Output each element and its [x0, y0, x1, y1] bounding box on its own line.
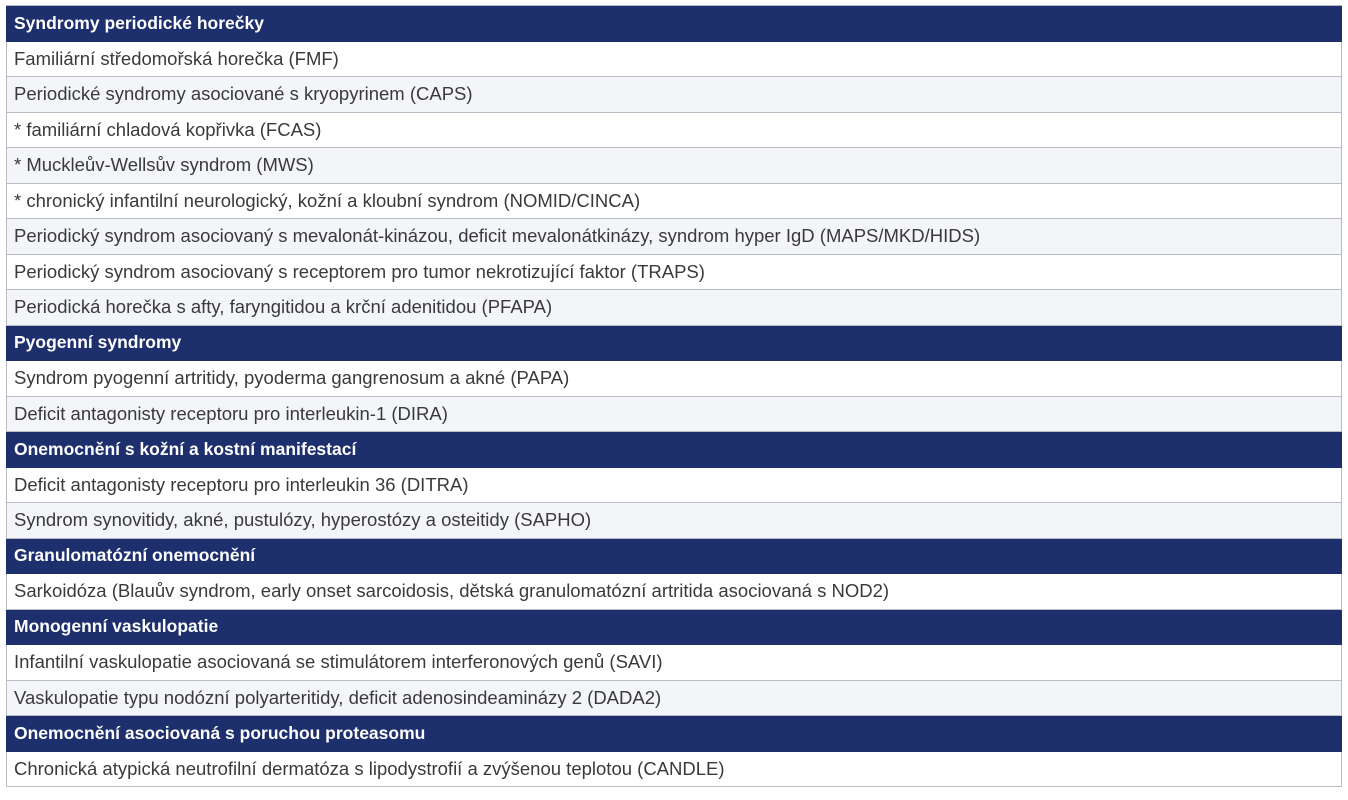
section-header-granulomatous: Granulomatózní onemocnění [6, 539, 1342, 575]
table-row: Vaskulopatie typu nodózní polyarteritidy, deficit adenosindeaminázy 2 (DADA2) [6, 681, 1342, 717]
syndrome-table [6, 5, 1342, 787]
section-header-vasculopathy: Monogenní vaskulopatie [6, 610, 1342, 646]
table-row: * Muckleův-Wellsův syndrom (MWS) [6, 148, 1342, 184]
section-header-skin-bone: Onemocnění s kožní a kostní manifestací [6, 432, 1342, 468]
table-row: Deficit antagonisty receptoru pro interleukin-1 (DIRA) [6, 397, 1342, 433]
table-row: Periodická horečka s afty, faryngitidou a krční adenitidou (PFAPA) [6, 290, 1342, 326]
table-row: Sarkoidóza (Blauův syndrom, early onset sarcoidosis, dětská granulomatózní artritida asociovaná s NOD2) [6, 574, 1342, 610]
section-header-periodic-fever: Syndromy periodické horečky [6, 6, 1342, 42]
table-row: Periodický syndrom asociovaný s mevalonát-kinázou, deficit mevalonátkinázy, syndrom hyper IgD (MAPS/MKD/HIDS) [6, 219, 1342, 255]
table-row: Familiární středomořská horečka (FMF) [6, 42, 1342, 78]
table-row: Deficit antagonisty receptoru pro interleukin 36 (DITRA) [6, 468, 1342, 504]
table-row: Syndrom synovitidy, akné, pustulózy, hyperostózy a osteitidy (SAPHO) [6, 503, 1342, 539]
section-header-proteasome: Onemocnění asociovaná s poruchou proteasomu [6, 716, 1342, 752]
table-row: Infantilní vaskulopatie asociovaná se stimulátorem interferonových genů (SAVI) [6, 645, 1342, 681]
table-row: Periodický syndrom asociovaný s receptorem pro tumor nekrotizující faktor (TRAPS) [6, 255, 1342, 291]
table-row: * chronický infantilní neurologický, kožní a kloubní syndrom (NOMID/CINCA) [6, 184, 1342, 220]
section-header-pyogenic: Pyogenní syndromy [6, 326, 1342, 362]
table-row: Chronická atypická neutrofilní dermatóza s lipodystrofií a zvýšenou teplotou (CANDLE) [6, 752, 1342, 788]
table-row: Periodické syndromy asociované s kryopyrinem (CAPS) [6, 77, 1342, 113]
table-row: Syndrom pyogenní artritidy, pyoderma gangrenosum a akné (PAPA) [6, 361, 1342, 397]
table-row: * familiární chladová kopřivka (FCAS) [6, 113, 1342, 149]
